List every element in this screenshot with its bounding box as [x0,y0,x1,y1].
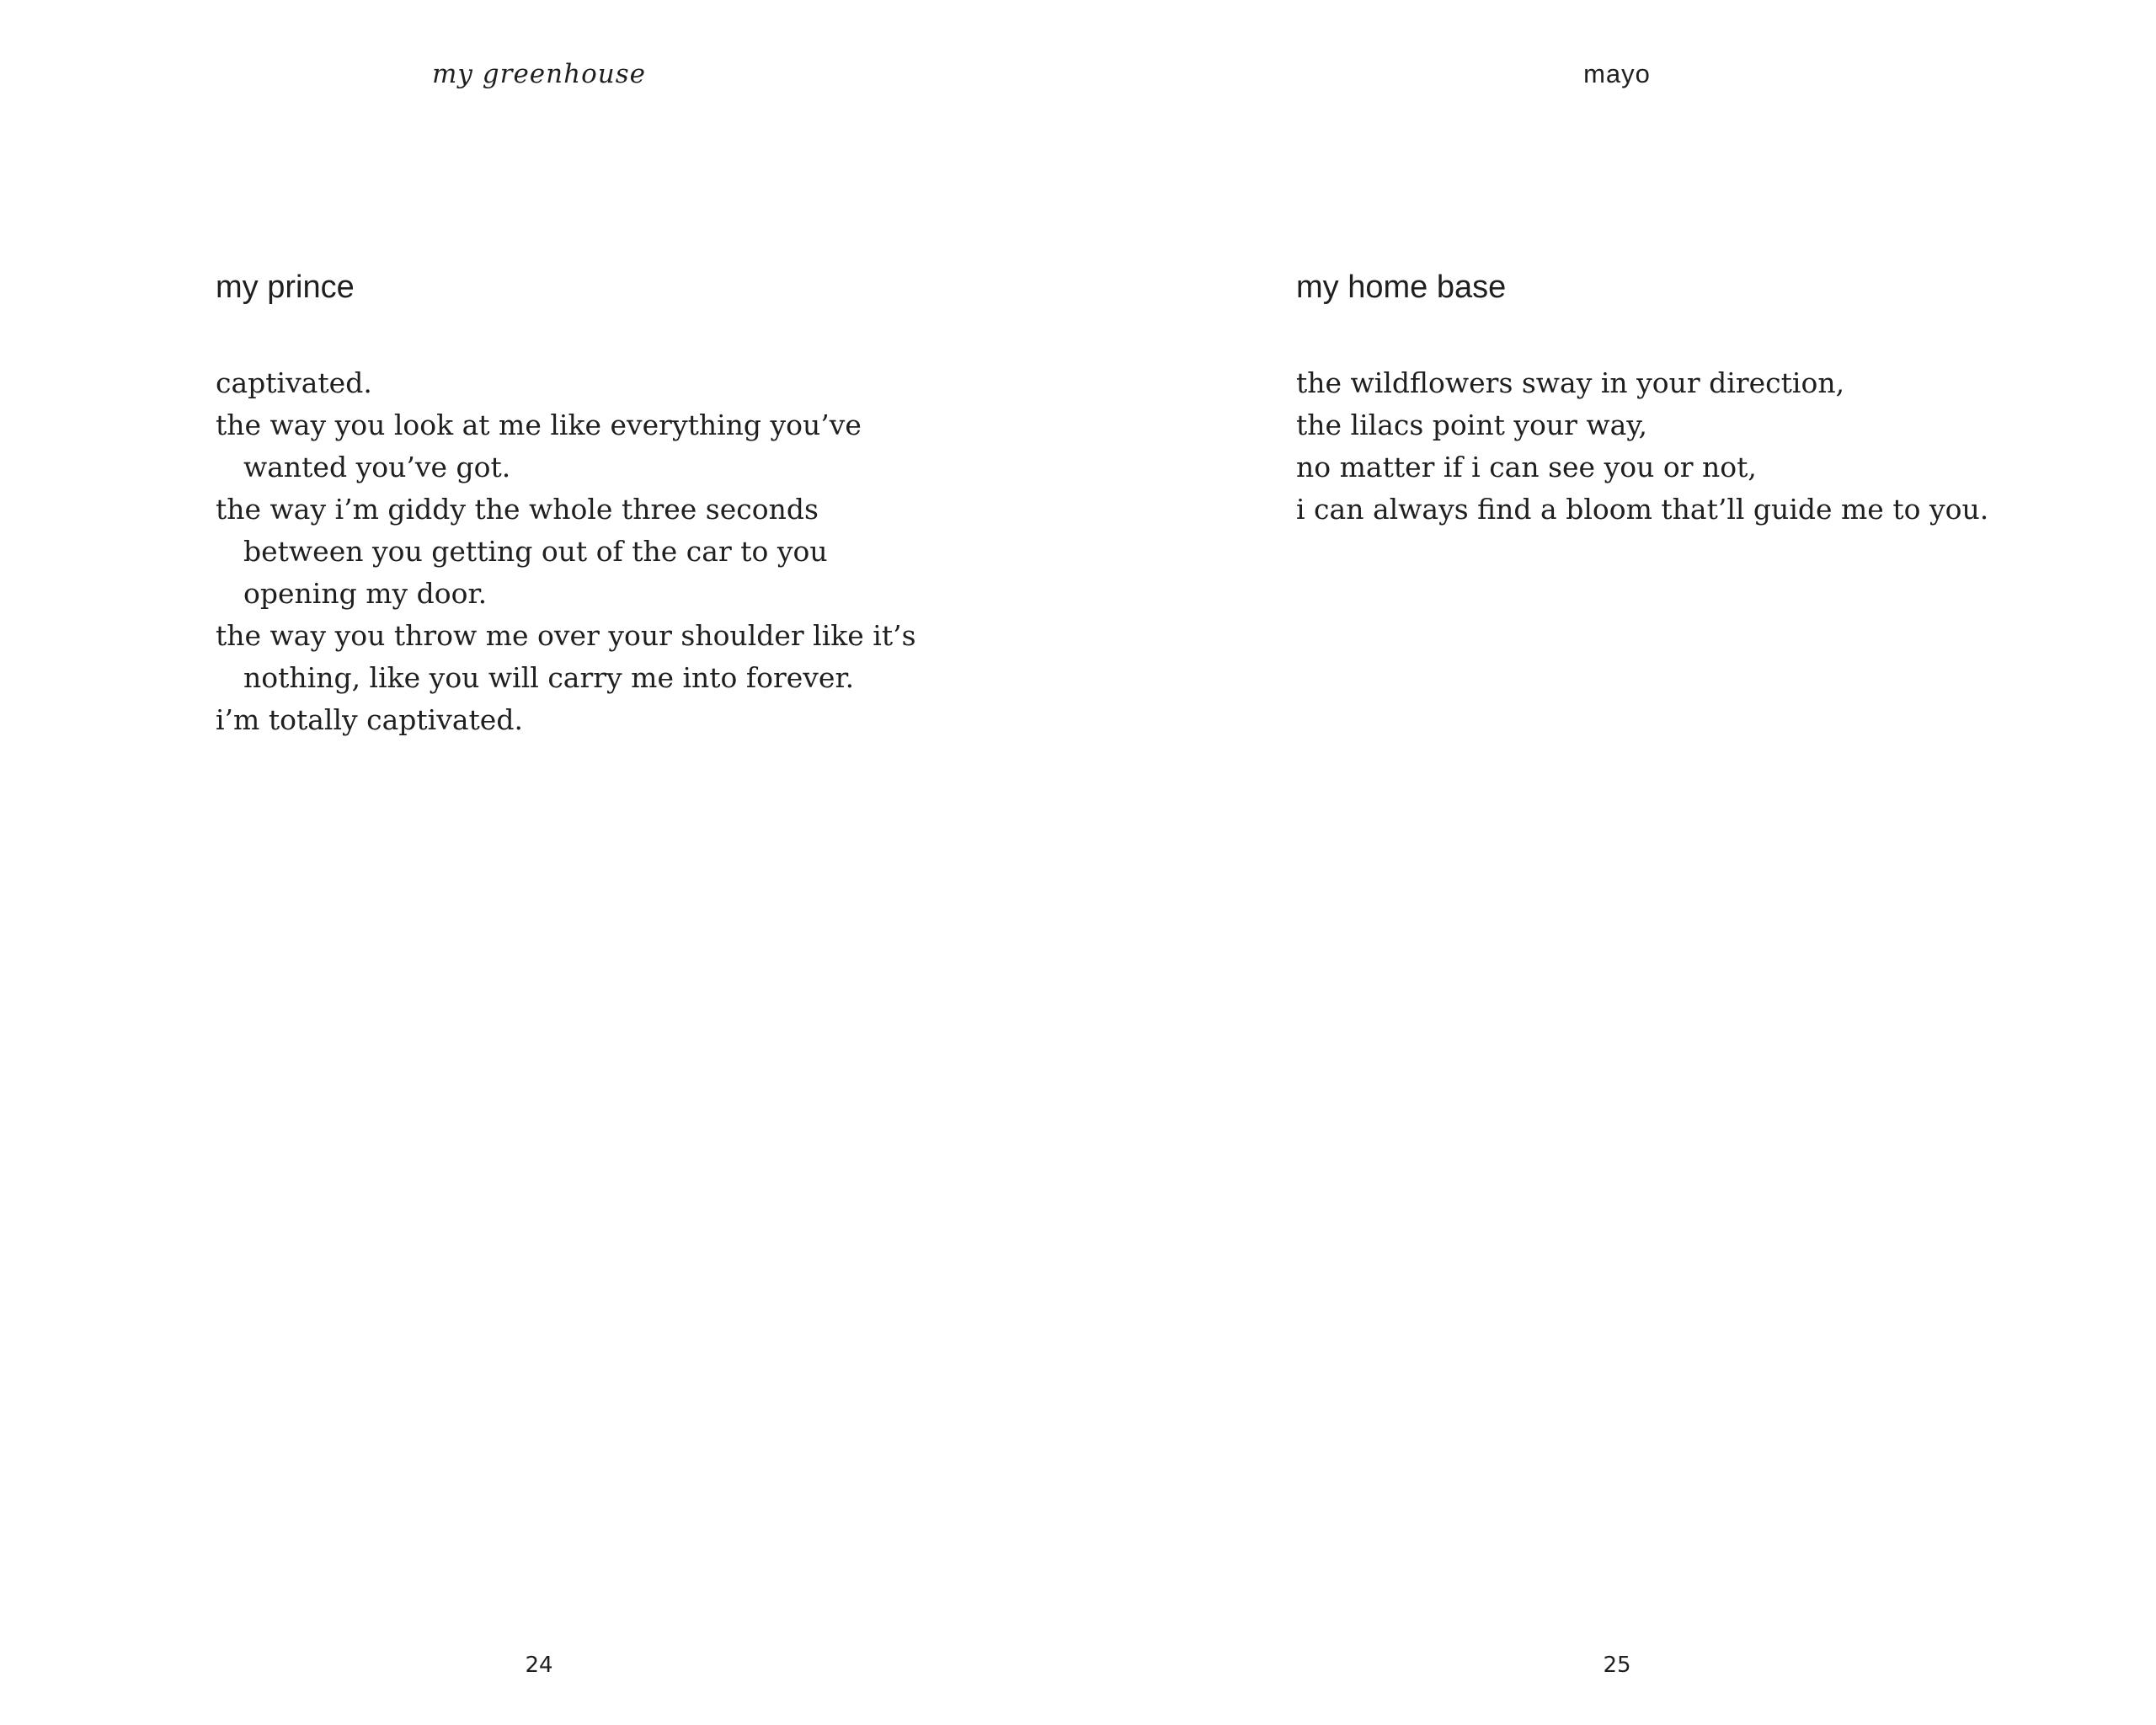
poem-line: the way you look at me like everything you’ve [216,409,862,441]
poem-line: opening my door. [243,577,488,610]
page-number: 25 [1603,1653,1631,1678]
poem-line: nothing, like you will carry me into forever. [243,661,855,694]
poem-line: between you getting out of the car to you [243,535,828,568]
poem-line: the lilacs point your way, [1296,409,1648,441]
poem-title: my prince [216,270,355,305]
poem-line: wanted you’ve got. [243,451,511,483]
poem-line: the way i’m giddy the whole three seconds [216,493,819,526]
running-head-author: mayo [1583,59,1651,88]
running-head-book-title: my greenhouse [432,59,646,89]
poem-body [216,362,916,741]
poem-line: captivated. [216,366,372,399]
poem-line: i can always find a bloom that’ll guide me to you. [1296,493,1989,526]
right-page [1078,0,2156,1725]
poem-line: the way you throw me over your shoulder like it’s [216,619,916,652]
poem-line: i’m totally captivated. [216,703,523,736]
poem-title: my home base [1296,270,1507,305]
page-number: 24 [525,1653,553,1678]
poem-body [1296,362,1988,531]
poem-line: the wildflowers sway in your direction, [1296,366,1845,399]
poem-line: no matter if i can see you or not, [1296,451,1757,483]
